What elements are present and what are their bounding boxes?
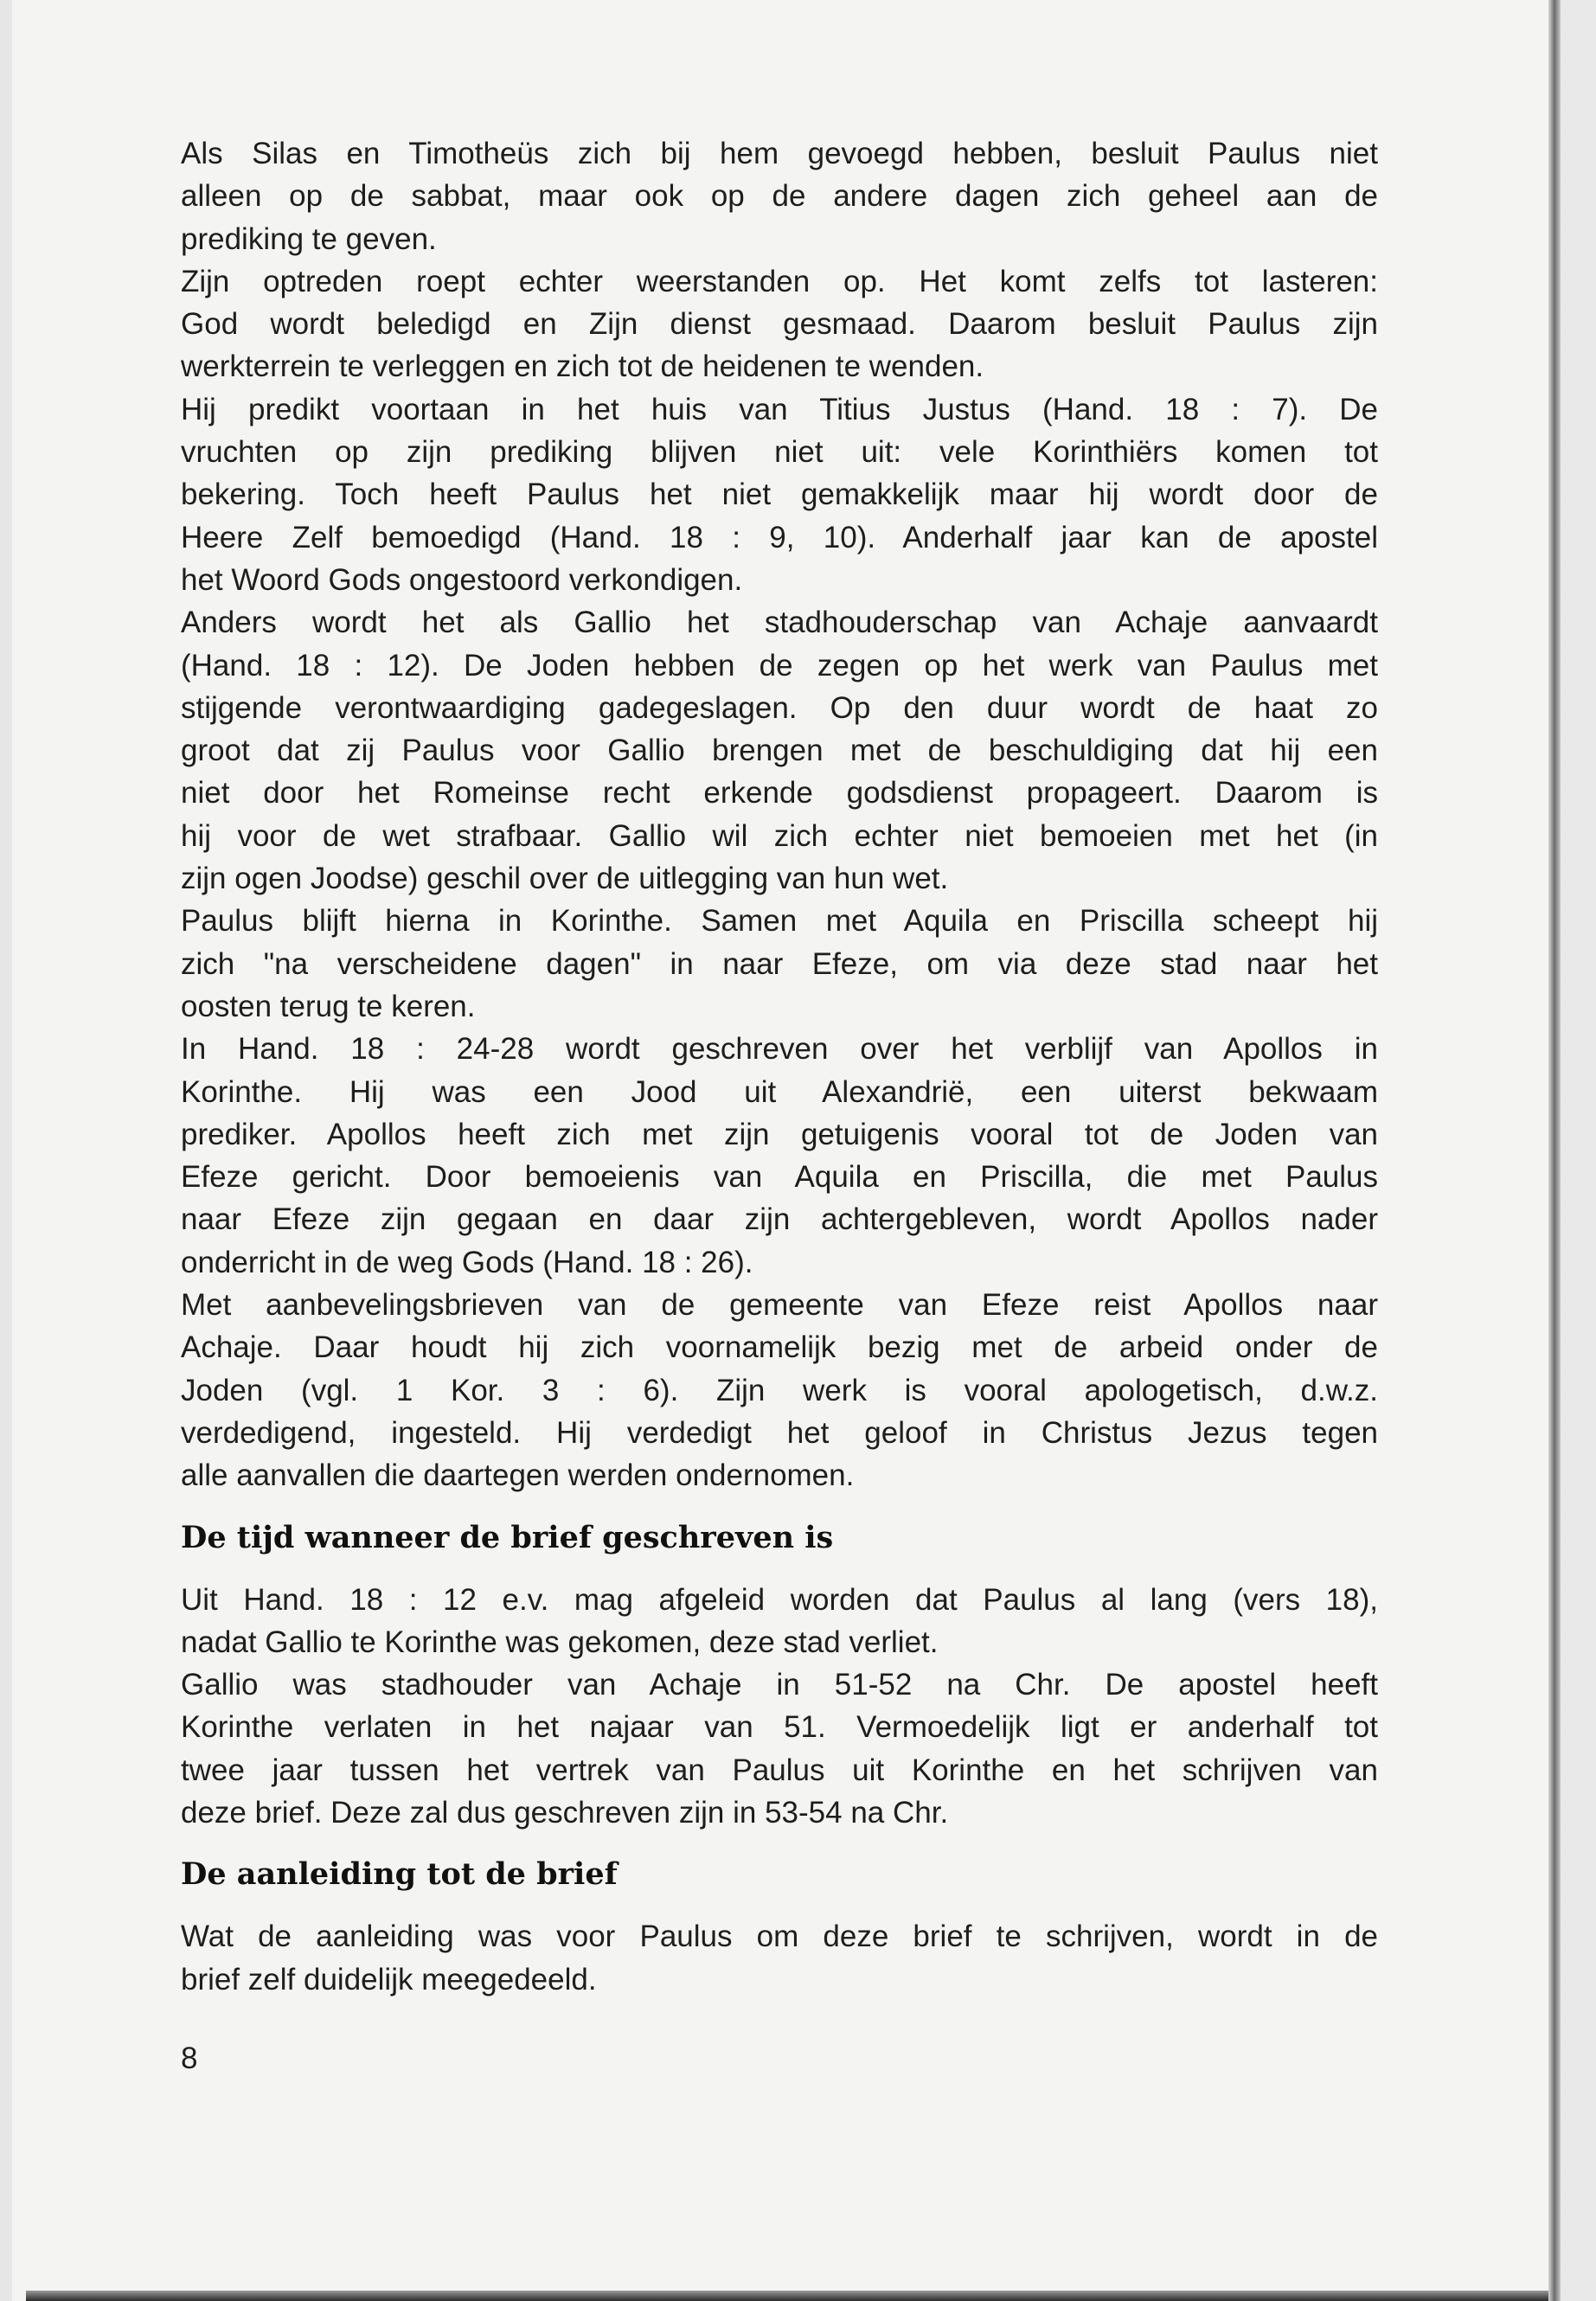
text-line: Zijn optreden roept echter weerstanden op. Het komt zelfs tot lasteren: (181, 264, 1378, 298)
page-body (181, 132, 1378, 2001)
text-line: onderricht in de weg Gods (Hand. 18 : 26). (181, 1245, 753, 1279)
paragraph (181, 1663, 1378, 1834)
paragraph (181, 1284, 1378, 1497)
scan-left-margin (0, 0, 12, 2301)
text-line: Joden (vgl. 1 Kor. 3 : 6). Zijn werk is vooral apologetisch, d.w.z. (181, 1373, 1378, 1407)
text-line: hij voor de wet strafbaar. Gallio wil zich echter niet bemoeien met het (in (181, 818, 1378, 853)
text-line: bekering. Toch heeft Paulus het niet gemakkelijk maar hij wordt door de (181, 478, 1378, 512)
text-line: vruchten op zijn prediking blijven niet uit: vele Korinthiërs komen tot (181, 435, 1378, 470)
paragraph (181, 900, 1378, 1028)
section-heading: De aanleiding tot de brief (181, 1856, 618, 1893)
text-line: Uit Hand. 18 : 12 e.v. mag afgeleid worden dat Paulus al lang (vers 18), (181, 1582, 1378, 1617)
text-line: zijn ogen Joodse) geschil over de uitlegging van hun wet. (181, 862, 949, 896)
text-line: stijgende verontwaardiging gadegeslagen. Op den duur wordt de haat zo (181, 690, 1378, 725)
paragraph (181, 388, 1378, 601)
text-line: oosten terug te keren. (181, 989, 476, 1023)
text-line: twee jaar tussen het vertrek van Paulus uit Korinthe en het schrijven van (181, 1753, 1378, 1787)
paragraph (181, 132, 1378, 260)
text-line: In Hand. 18 : 24-28 wordt geschreven over het verblijf van Apollos in (181, 1032, 1378, 1067)
text-line: niet door het Romeinse recht erkende godsdienst propageert. Daarom is (181, 776, 1378, 811)
text-line: alle aanvallen die daartegen werden ondernomen. (181, 1458, 855, 1493)
text-line: naar Efeze zijn gegaan en daar zijn achtergebleven, wordt Apollos nader (181, 1202, 1378, 1237)
paragraph (181, 1579, 1378, 1664)
text-line: Paulus blijft hierna in Korinthe. Samen met Aquila en Priscilla scheept hij (181, 904, 1378, 939)
page-number: 8 (181, 2041, 198, 2075)
text-line: groot dat zij Paulus voor Gallio brengen met de beschuldiging dat hij een (181, 734, 1378, 768)
text-line: Efeze gericht. Door bemoeienis van Aquila en Priscilla, die met Paulus (181, 1160, 1378, 1195)
paragraph (181, 601, 1378, 900)
text-line: nadat Gallio te Korinthe was gekomen, deze stad verliet. (181, 1625, 939, 1659)
text-line: Met aanbevelingsbrieven van de gemeente van Efeze reist Apollos naar (181, 1288, 1378, 1323)
text-line: Anders wordt het als Gallio het stadhouderschap van Achaje aanvaardt (181, 606, 1378, 640)
text-line: (Hand. 18 : 12). De Joden hebben de zegen op het werk van Paulus met (181, 648, 1378, 683)
text-line: brief zelf duidelijk meegedeeld. (181, 1962, 597, 1997)
text-line: werkterrein te verleggen en zich tot de heidenen te wenden. (181, 349, 984, 384)
text-line: Hij predikt voortaan in het huis van Titius Justus (Hand. 18 : 7). De (181, 392, 1378, 426)
text-line: Achaje. Daar houdt hij zich voornamelijk bezig met de arbeid onder de (181, 1330, 1378, 1365)
text-line: deze brief. Deze zal dus geschreven zijn in 53-54 na Chr. (181, 1795, 949, 1830)
page-bottom-edge (26, 2291, 1548, 2301)
text-line: Als Silas en Timotheüs zich bij hem gevoegd hebben, besluit Paulus niet (181, 137, 1378, 170)
text-line: God wordt beledigd en Zijn dienst gesmaad. Daarom besluit Paulus zijn (181, 307, 1378, 342)
scan-background (1561, 0, 1596, 2301)
text-line: Heere Zelf bemoedigd (Hand. 18 : 9, 10). Anderhalf jaar kan de apostel (181, 520, 1378, 554)
text-line: het Woord Gods ongestoord verkondigen. (181, 562, 743, 597)
text-line: prediking te geven. (181, 221, 437, 256)
text-line: Gallio was stadhouder van Achaje in 51-52 na Chr. De apostel heeft (181, 1668, 1378, 1702)
paragraph (181, 1028, 1378, 1284)
paragraph (181, 260, 1378, 388)
section-heading: De tijd wanneer de brief geschreven is (181, 1519, 834, 1555)
text-line: Wat de aanleiding was voor Paulus om deze brief te schrijven, wordt in de (181, 1920, 1378, 1954)
text-line: Korinthe verlaten in het najaar van 51. Vermoedelijk ligt er anderhalf tot (181, 1710, 1378, 1745)
text-line: zich "na verscheidene dagen" in naar Efeze, om via deze stad naar het (181, 946, 1378, 981)
text-line: Korinthe. Hij was een Jood uit Alexandrië, een uiterst bekwaam (181, 1074, 1378, 1109)
text-line: prediker. Apollos heeft zich met zijn getuigenis vooral tot de Joden van (181, 1117, 1378, 1151)
text-line: verdedigend, ingesteld. Hij verdedigt het geloof in Christus Jezus tegen (181, 1415, 1378, 1450)
text-line: alleen op de sabbat, maar ook op de andere dagen zich geheel aan de (181, 179, 1378, 214)
page-right-edge (1548, 0, 1561, 2301)
paragraph (181, 1915, 1378, 2001)
